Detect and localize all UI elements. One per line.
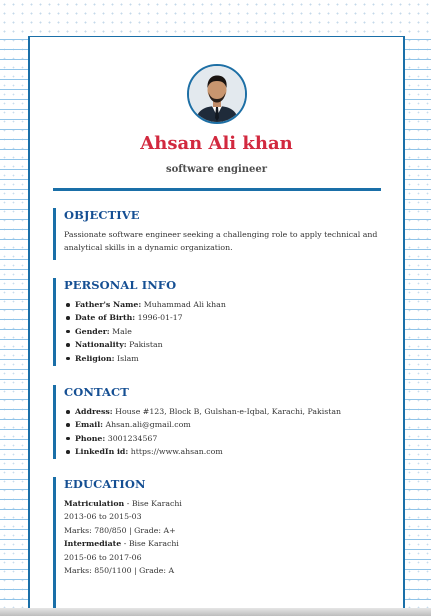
field-value: Pakistan xyxy=(129,340,163,350)
personal-info-section xyxy=(53,278,383,366)
personal-info-list xyxy=(64,298,383,365)
field-label: LinkedIn id: xyxy=(75,447,129,457)
person-avatar-icon xyxy=(189,66,245,122)
field-label: Address: xyxy=(75,407,113,416)
field-label: Date of Birth: xyxy=(75,313,136,323)
degree-board: - Bise Karachi xyxy=(126,499,182,508)
linkedin-value: https://www.ahsan.com xyxy=(130,447,223,457)
education-period: 2015-06 to 2017-06 xyxy=(64,552,142,562)
objective-text: Passionate software engineer seeking a challenging role to apply technical and analytical skills in a dynamic organization. xyxy=(64,230,378,253)
field-value: Islam xyxy=(117,353,139,363)
education-entry-title xyxy=(64,497,383,510)
list-item xyxy=(64,432,383,445)
email-value: Ahsan.ali@gmail.com xyxy=(105,420,191,430)
contact-list xyxy=(64,405,383,459)
education-section xyxy=(53,477,383,608)
list-item xyxy=(64,352,383,365)
list-item xyxy=(64,405,383,418)
address-value: House #123, Block B, Gulshan-e-Iqbal, Karachi, Pakistan xyxy=(115,407,342,416)
list-item xyxy=(64,338,383,351)
phone-value: 3001234567 xyxy=(107,433,158,443)
education-marks: Marks: 780/850 | Grade: A+ xyxy=(64,525,176,535)
page-bottom-bar xyxy=(0,608,431,616)
degree-name: Matriculation xyxy=(64,499,125,508)
objective-heading: OBJECTIVE xyxy=(64,208,140,222)
resume-sheet xyxy=(28,36,405,608)
field-label: Gender: xyxy=(75,326,110,336)
profile-photo xyxy=(187,64,247,124)
field-value: 1996-01-17 xyxy=(137,313,183,323)
degree-name: Intermediate xyxy=(64,539,122,549)
field-label: Nationality: xyxy=(75,340,127,350)
field-label: Phone: xyxy=(75,433,106,443)
education-period: 2013-06 to 2015-03 xyxy=(64,512,142,522)
job-title: software engineer xyxy=(165,164,268,175)
field-label: Father's Name: xyxy=(75,300,142,309)
list-item xyxy=(64,325,383,338)
degree-board: - Bise Karachi xyxy=(123,539,179,549)
field-value: Muhammad Ali khan xyxy=(143,300,226,309)
list-item xyxy=(64,298,383,311)
education-heading: EDUCATION xyxy=(64,477,146,491)
personal-info-heading: PERSONAL INFO xyxy=(64,278,177,292)
list-item xyxy=(64,311,383,324)
education-marks: Marks: 850/1100 | Grade: A xyxy=(64,566,175,576)
contact-section xyxy=(53,385,383,459)
education-entry-title xyxy=(64,537,383,550)
field-label: Email: xyxy=(75,420,104,430)
header-divider xyxy=(53,188,381,191)
person-name: Ahsan Ali khan xyxy=(140,133,293,154)
field-value: Male xyxy=(112,326,132,336)
list-item xyxy=(64,445,383,458)
contact-heading: CONTACT xyxy=(64,385,129,399)
page-background-top xyxy=(0,0,431,36)
field-label: Religion: xyxy=(75,353,115,363)
objective-section xyxy=(53,208,383,260)
list-item xyxy=(64,418,383,431)
